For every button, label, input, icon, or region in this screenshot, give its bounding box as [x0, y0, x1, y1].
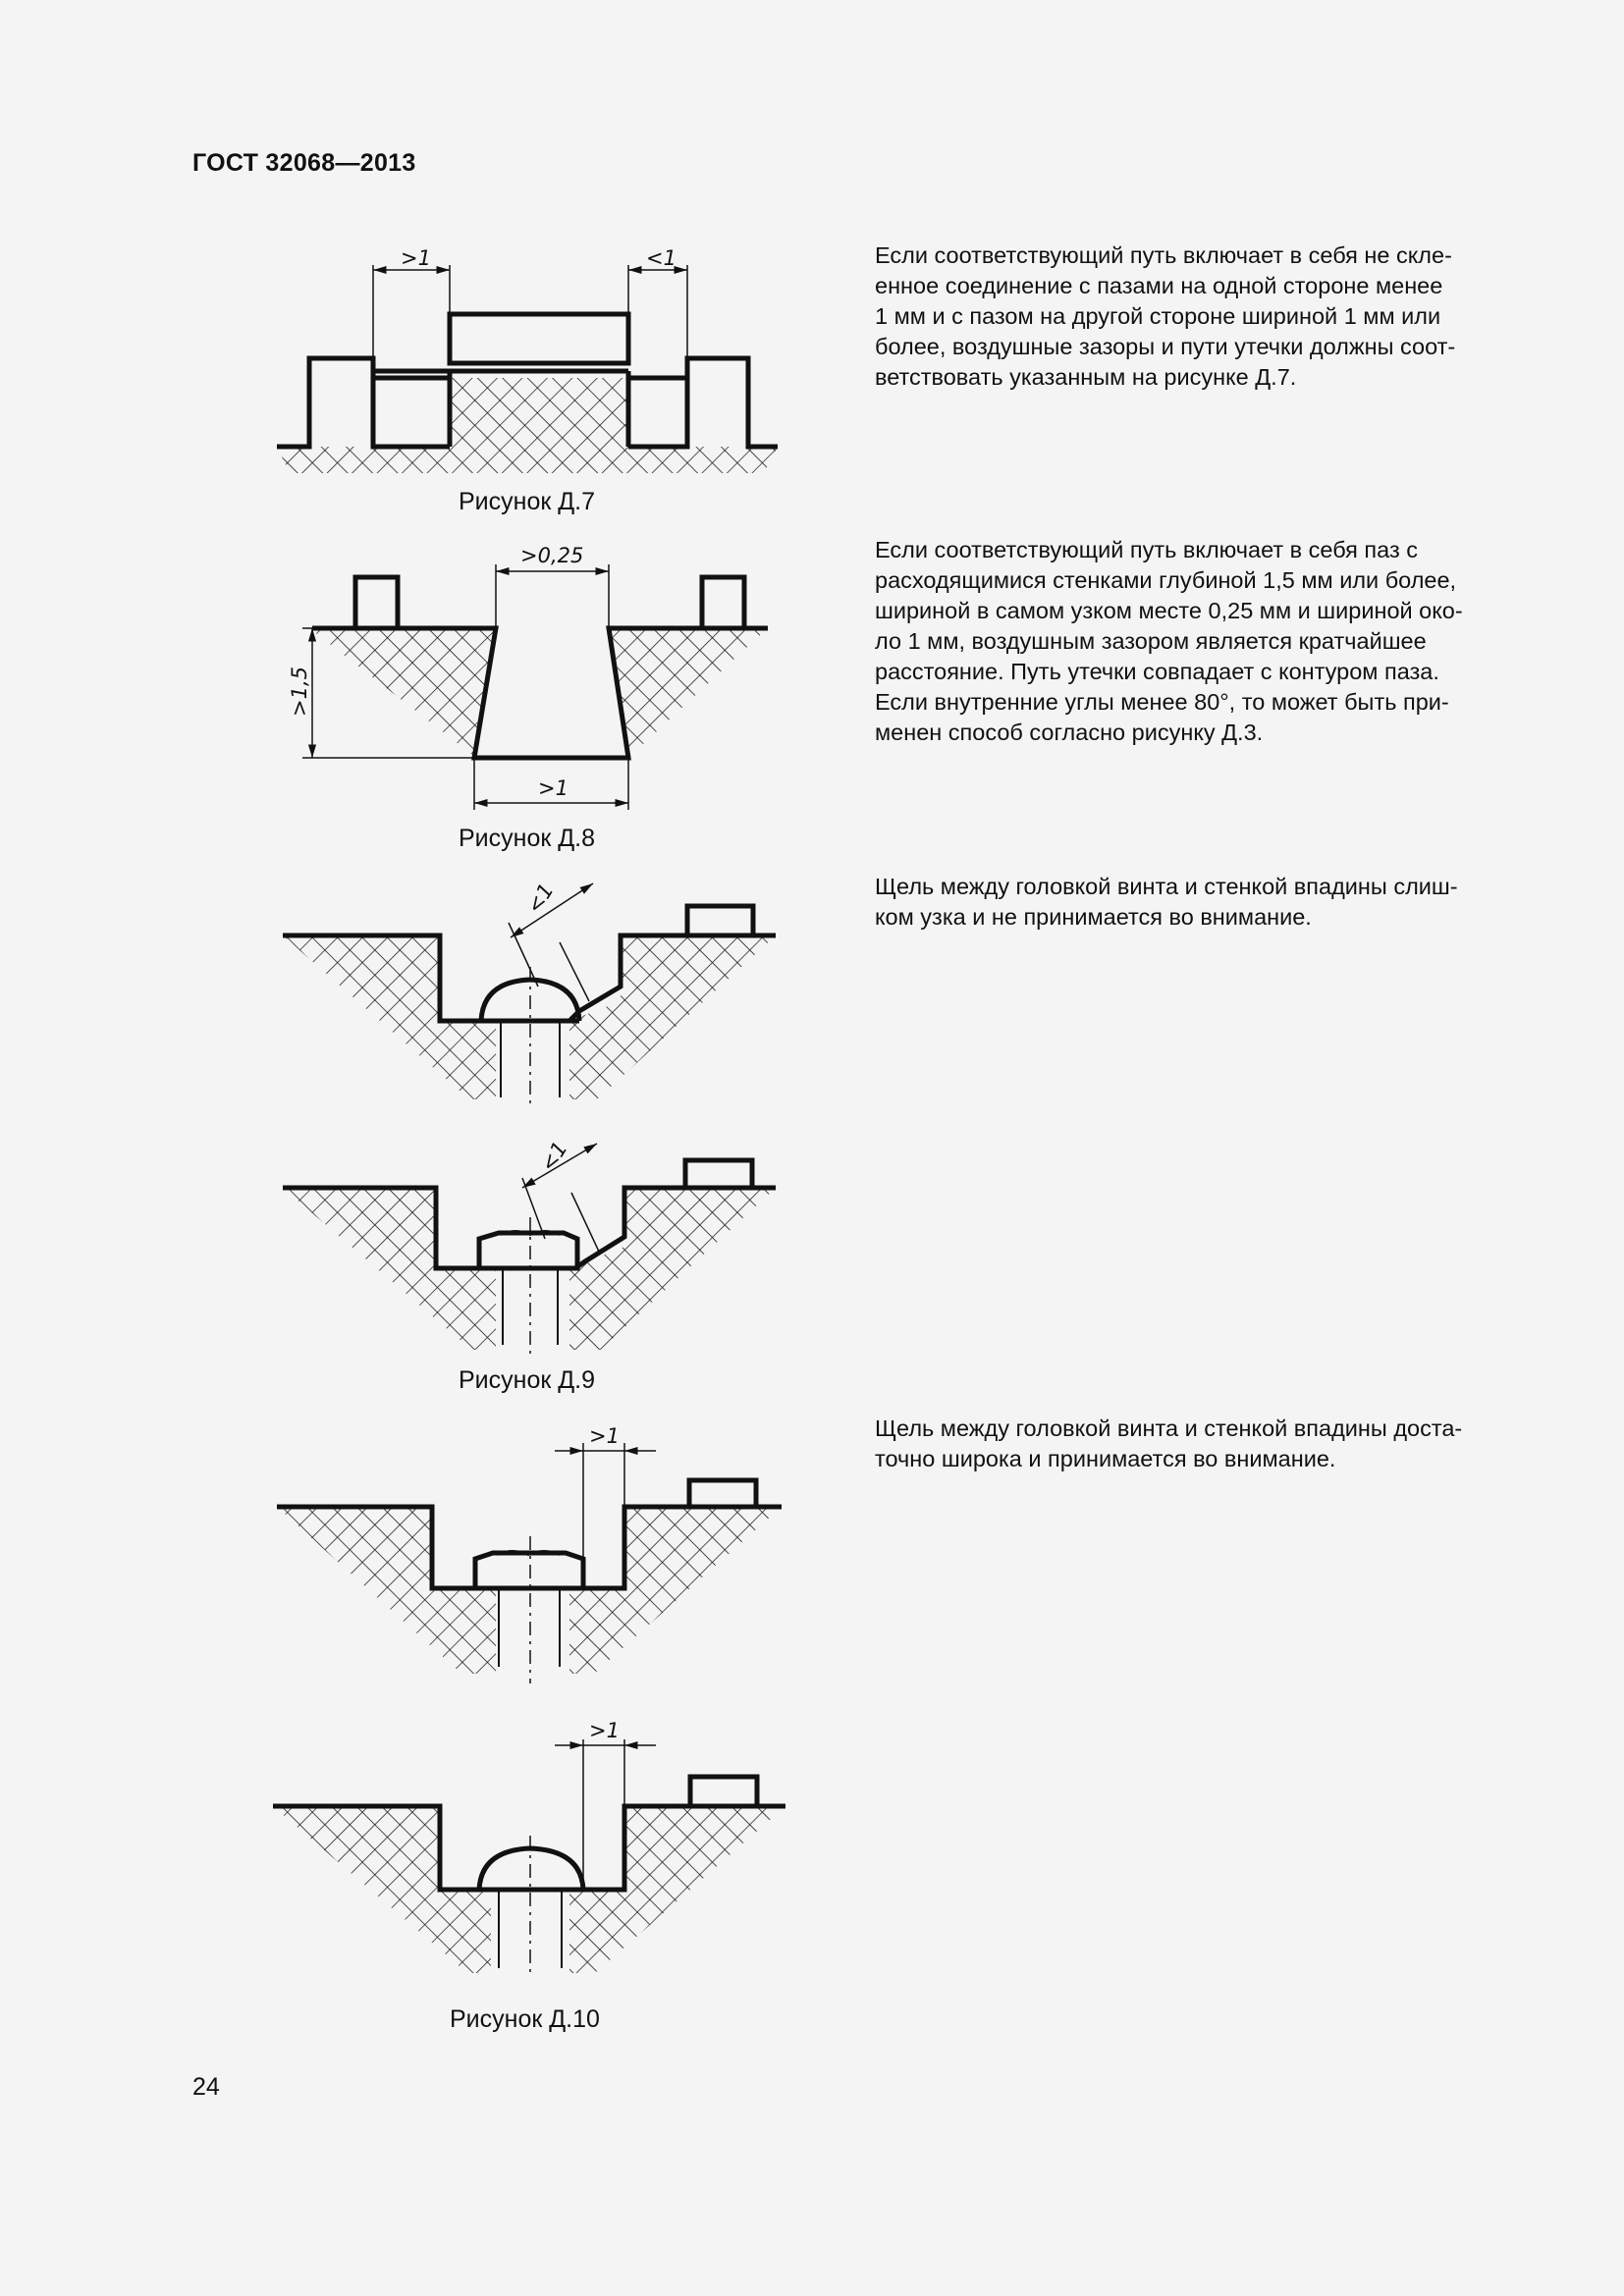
caption-d8: Рисунок Д.8 — [459, 825, 596, 852]
dim-d7-right: <1 — [646, 246, 677, 270]
paragraph-d7: Если соответствующий путь включает в себя не скле- енное соединение с пазами на одной стороне менее 1 мм и с пазом на другой стороне шириной 1 мм или более, воздушные зазоры и пути утечки должны соот- ветствовать указанным на рисунке Д.7. — [875, 242, 1456, 390]
dim-d9-b: <1 — [535, 1137, 572, 1176]
paragraph-d10: Щель между головкой винта и стенкой впадины доста- точно широка и принимается во внимание. — [875, 1415, 1463, 1471]
caption-d7: Рисунок Д.7 — [459, 488, 596, 515]
page-number: 24 — [192, 2073, 220, 2101]
dim-d9-a: <1 — [521, 879, 559, 918]
caption-d9: Рисунок Д.9 — [459, 1366, 596, 1394]
dim-d10-a: >1 — [589, 1424, 620, 1448]
caption-d10: Рисунок Д.10 — [450, 2005, 600, 2033]
dim-d8-top: >0,25 — [520, 544, 584, 567]
dim-d10-b: >1 — [589, 1719, 620, 1742]
dim-d8-bottom: >1 — [538, 776, 568, 800]
dim-d7-left: >1 — [401, 246, 431, 270]
paragraph-d9: Щель между головкой винта и стенкой впадины слиш- ком узка и не принимается во внимание. — [875, 874, 1458, 930]
document-header: ГОСТ 32068—2013 — [192, 149, 416, 177]
paragraph-d8: Если соответствующий путь включает в себя паз с расходящимися стенками глубиной 1,5 мм или более, шириной в самом узком месте 0,25 мм и шириной око- ло 1 мм, воздушным зазором является кратчайшее расстояние. Путь утечки совпадает с контуром паза. Если внутренние углы менее 80°, то может быть при- менен способ согласно рисунку Д.3. — [875, 537, 1463, 745]
dim-d8-side: >1,5 — [288, 667, 311, 717]
